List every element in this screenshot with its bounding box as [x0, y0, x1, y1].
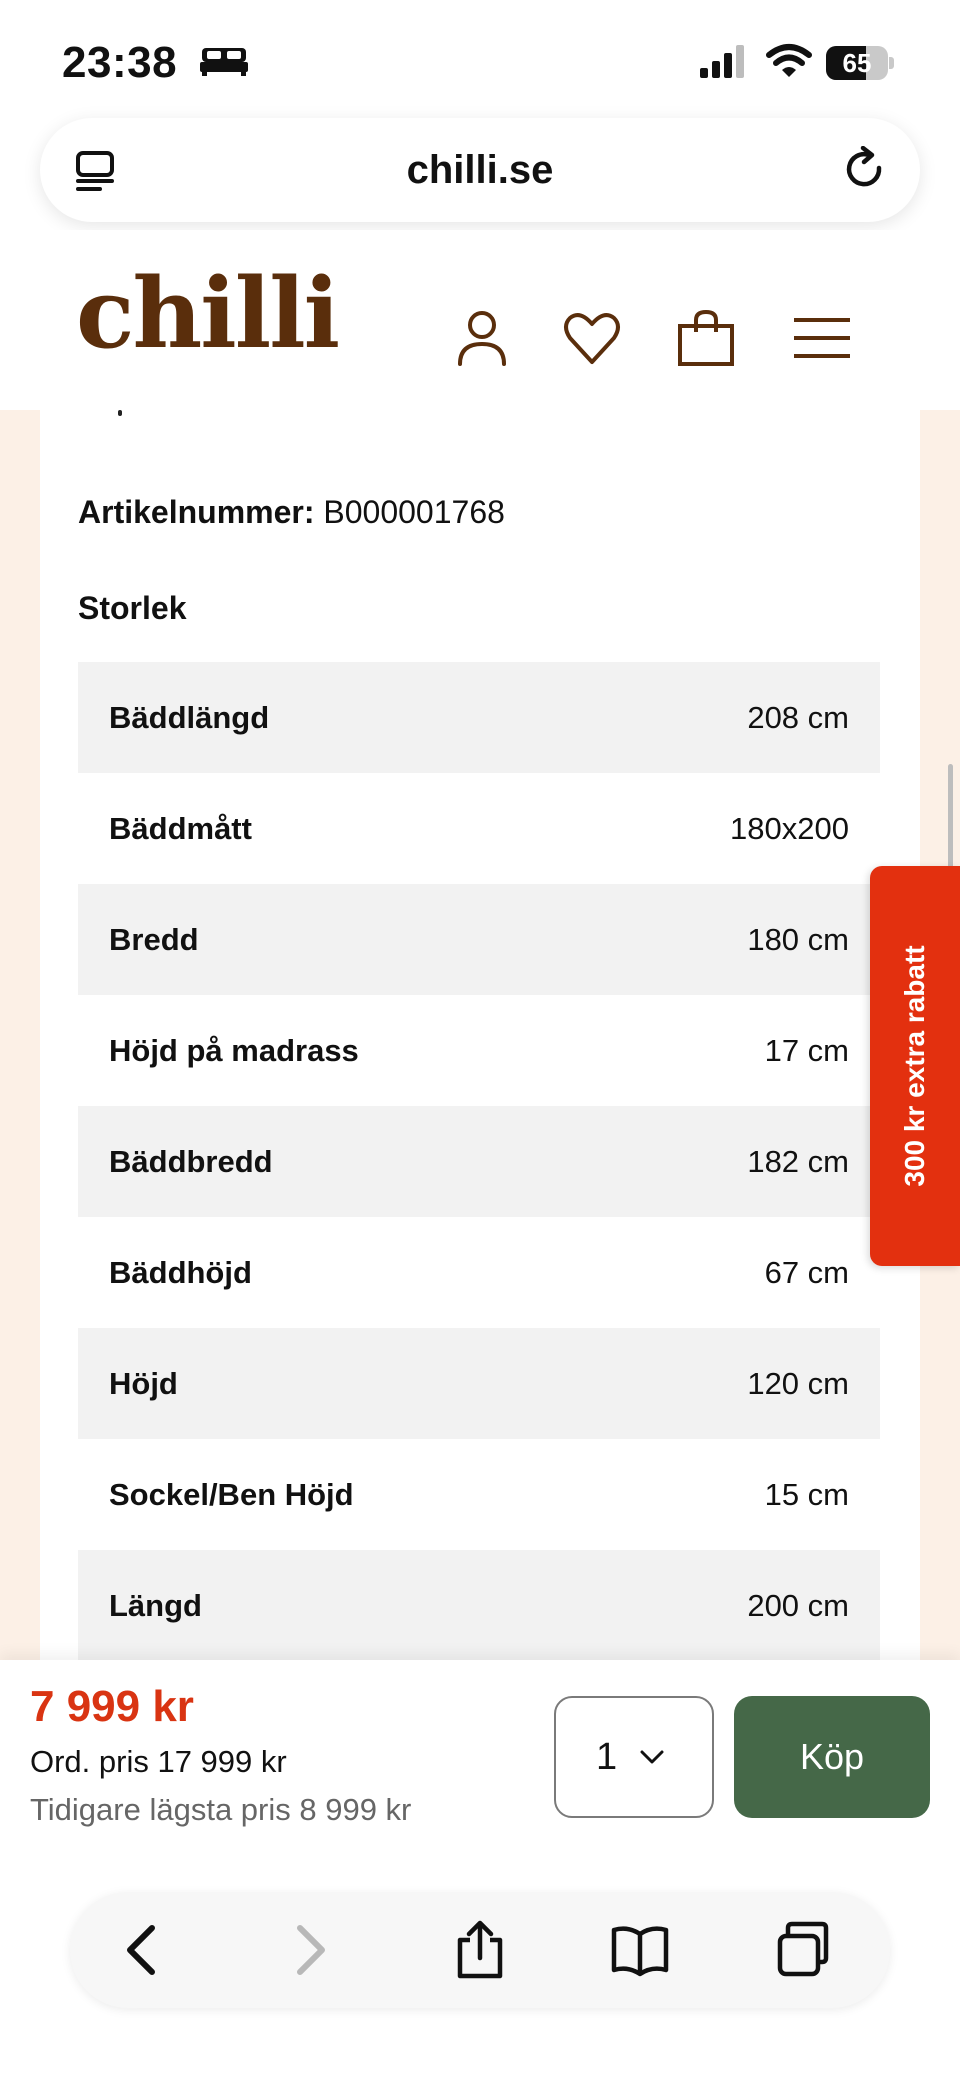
spec-value: 15 cm — [764, 1476, 849, 1512]
spec-key: Bäddbredd — [109, 1143, 273, 1179]
article-number — [78, 494, 505, 531]
spec-key: Höjd — [109, 1365, 178, 1401]
chilli-logo[interactable]: chilli — [76, 257, 339, 370]
heart-icon[interactable] — [562, 308, 622, 368]
spec-key: Längd — [109, 1587, 202, 1623]
ordinary-price: Ord. pris 17 999 kr — [30, 1744, 287, 1779]
spec-value: 200 cm — [747, 1587, 849, 1623]
url-text[interactable]: chilli.se — [406, 148, 554, 192]
shopping-bag-icon[interactable] — [676, 308, 736, 368]
spec-key: Bäddhöjd — [109, 1254, 252, 1290]
hamburger-menu-icon[interactable] — [792, 308, 852, 368]
article-number-label: Artikelnummer: — [78, 494, 315, 530]
spec-value: 208 cm — [747, 699, 849, 735]
table-row — [78, 884, 880, 995]
spec-key: Höjd på madrass — [109, 1032, 359, 1068]
spec-value: 180x200 — [730, 810, 849, 846]
reload-icon[interactable] — [842, 146, 888, 194]
product-details-card — [40, 410, 920, 1660]
table-row — [78, 995, 880, 1106]
article-number-value: B000001768 — [323, 494, 505, 530]
quantity-select[interactable] — [554, 1696, 714, 1818]
spec-key: Sockel/Ben Höjd — [109, 1476, 354, 1512]
status-bar — [0, 0, 960, 112]
bed-icon — [200, 46, 248, 76]
size-heading: Storlek — [78, 590, 187, 626]
buy-bar — [0, 1660, 960, 1850]
spec-key: Bäddlängd — [109, 699, 270, 735]
promo-text: 300 kr extra rabatt — [899, 945, 930, 1187]
table-row — [78, 1217, 880, 1328]
wifi-icon — [766, 42, 812, 80]
forward-icon — [278, 1920, 338, 1980]
table-row — [78, 1328, 880, 1439]
buy-button[interactable]: Köp — [734, 1696, 930, 1818]
spec-key: Bäddmått — [109, 810, 252, 846]
battery-percent: 65 — [842, 48, 872, 78]
spec-value: 180 cm — [747, 921, 849, 957]
status-time: 23:38 — [62, 38, 178, 87]
spec-table — [78, 662, 880, 1661]
spec-key: Bredd — [109, 921, 199, 957]
spec-value: 182 cm — [747, 1143, 849, 1179]
table-row — [78, 1550, 880, 1661]
spec-value: 17 cm — [764, 1032, 849, 1068]
quantity-value: 1 — [596, 1736, 618, 1778]
account-icon[interactable] — [452, 308, 512, 368]
promo-discount-tab[interactable] — [870, 866, 960, 1266]
table-row — [78, 773, 880, 884]
current-price: 7 999 kr — [30, 1682, 194, 1731]
table-row — [78, 1439, 880, 1550]
bookmarks-icon[interactable] — [610, 1920, 670, 1980]
chevron-down-icon — [640, 1748, 664, 1766]
tabs-icon[interactable] — [774, 1920, 834, 1980]
browser-toolbar — [70, 1892, 890, 2008]
back-icon[interactable] — [114, 1920, 174, 1980]
site-header — [0, 230, 960, 410]
cut-off-text — [118, 410, 122, 416]
spec-value: 120 cm — [747, 1365, 849, 1401]
url-bar[interactable] — [40, 118, 920, 222]
battery-icon — [826, 46, 894, 80]
share-icon[interactable] — [450, 1920, 510, 1980]
table-row — [78, 662, 880, 773]
spec-value: 67 cm — [764, 1254, 849, 1290]
lowest-price: Tidigare lägsta pris 8 999 kr — [30, 1792, 412, 1827]
table-row — [78, 1106, 880, 1217]
cellular-signal-icon — [700, 44, 750, 80]
